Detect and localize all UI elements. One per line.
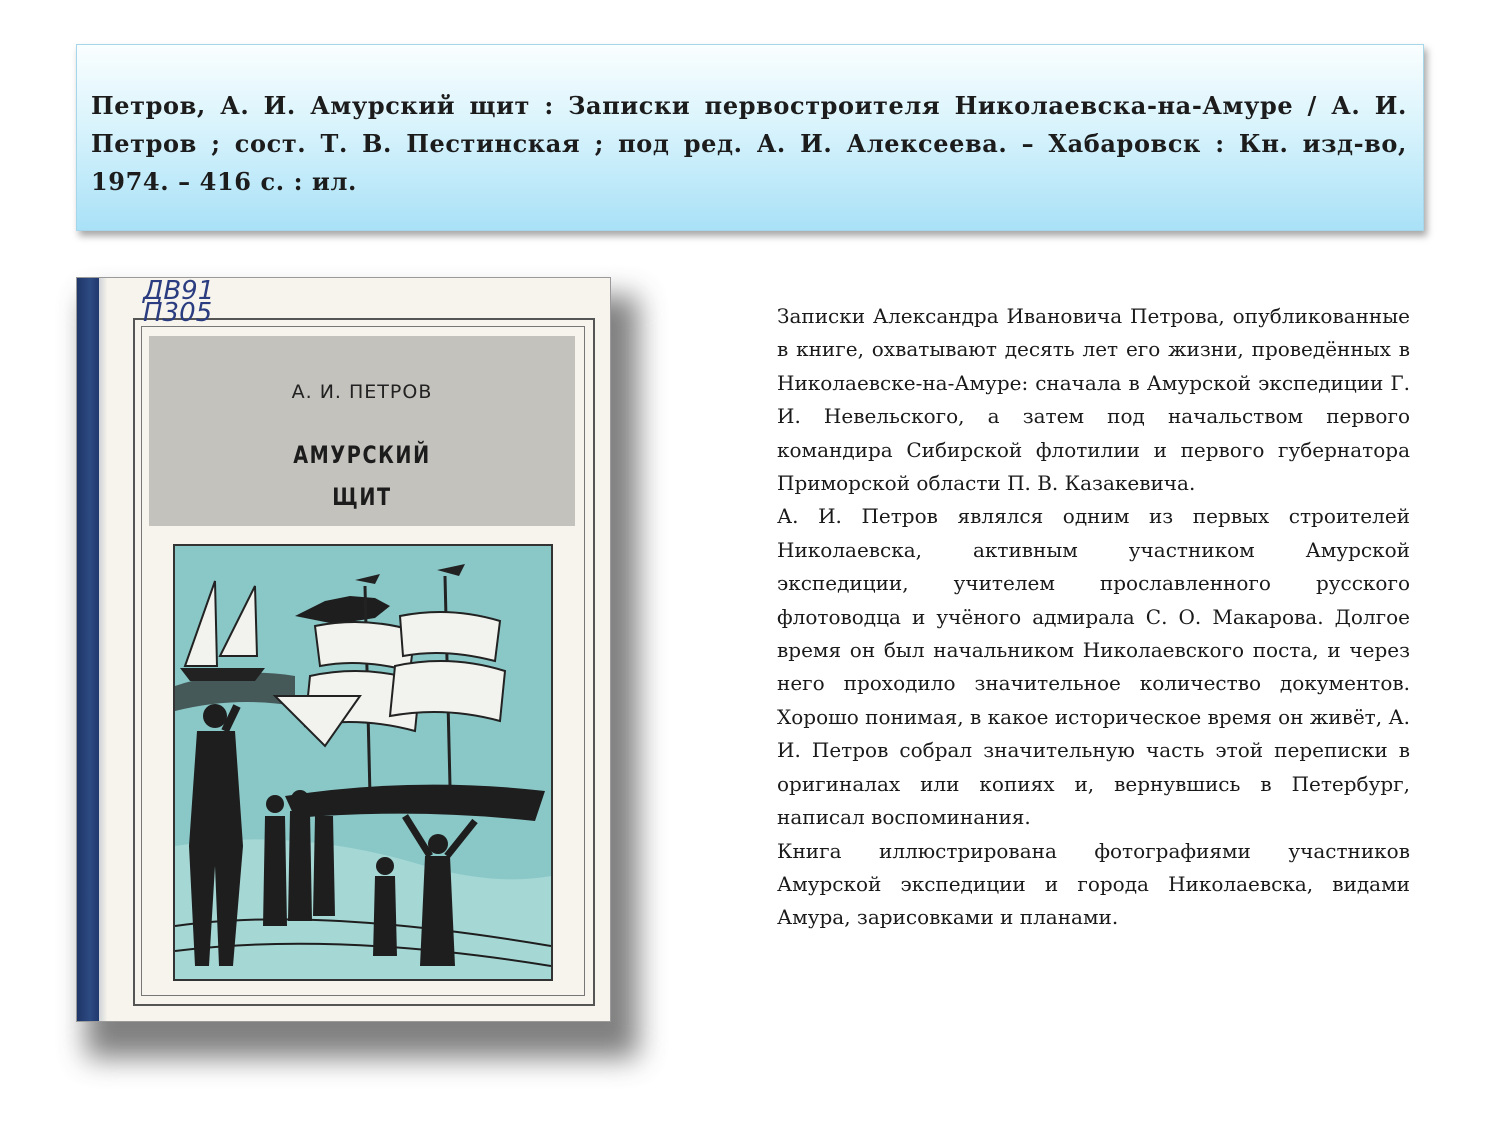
description-paragraph-3: Книга иллюстрирована фотографиями участников Амурской экспедиции и города Николаевска, видами Амура, зарисовками и планами. (777, 838, 1410, 930)
description-paragraph-1: Записки Александра Ивановича Петрова, опубликованные в книге, охватывают десять лет его жизни, проведённых в Николаевске-на-Амуре: сначала в Амурской экспедиции Г. И. Невельского, а затем под начальством первого командира Сибирской флотилии и первого губернатора Приморской области П. В. Казакевича. (777, 304, 1410, 496)
cover-title-line-2: ЩИТ (332, 483, 392, 511)
spine-edge (99, 278, 107, 1021)
cover-title-line-1: АМУРСКИЙ (293, 441, 431, 469)
cover-title-panel (149, 336, 575, 526)
cover-author: А. И. ПЕТРОВ (291, 381, 433, 403)
book-cover (76, 277, 611, 1022)
book-spine (77, 278, 99, 1021)
ship-harbor-illustration (175, 546, 551, 979)
citation-header (76, 44, 1424, 231)
cover-illustration (173, 544, 553, 981)
book-description (777, 300, 1410, 935)
cover-title (192, 434, 533, 518)
stamp-line-2: П305 (143, 298, 213, 328)
description-paragraph-2: А. И. Петров являлся одним из первых строителей Николаевска, активным участником Амурской экспедиции, учителем прославленного русского флотоводца и учёного адмирала С. О. Макарова. Долгое время он был начальником Николаевского поста, и через него проходило значительное количество документов. Хорошо понимая, в какое историческое время он живёт, А. И. Петров собрал значительную часть этой переписки в оригиналах или копиях и, вернувшись в Петербург, написал воспоминания. (777, 504, 1410, 830)
library-stamp (143, 277, 215, 328)
citation-text: Петров, А. И. Амурский щит : Записки первостроителя Николаевска-на-Амуре / А. И. Петров ; сост. Т. В. Пестинская ; под ред. А. И. Алексеева. – Хабаровск : Кн. изд-во, 1974. – 416 с. : ил. (91, 91, 1407, 196)
stamp-line-1: ДВ91 (143, 277, 215, 306)
